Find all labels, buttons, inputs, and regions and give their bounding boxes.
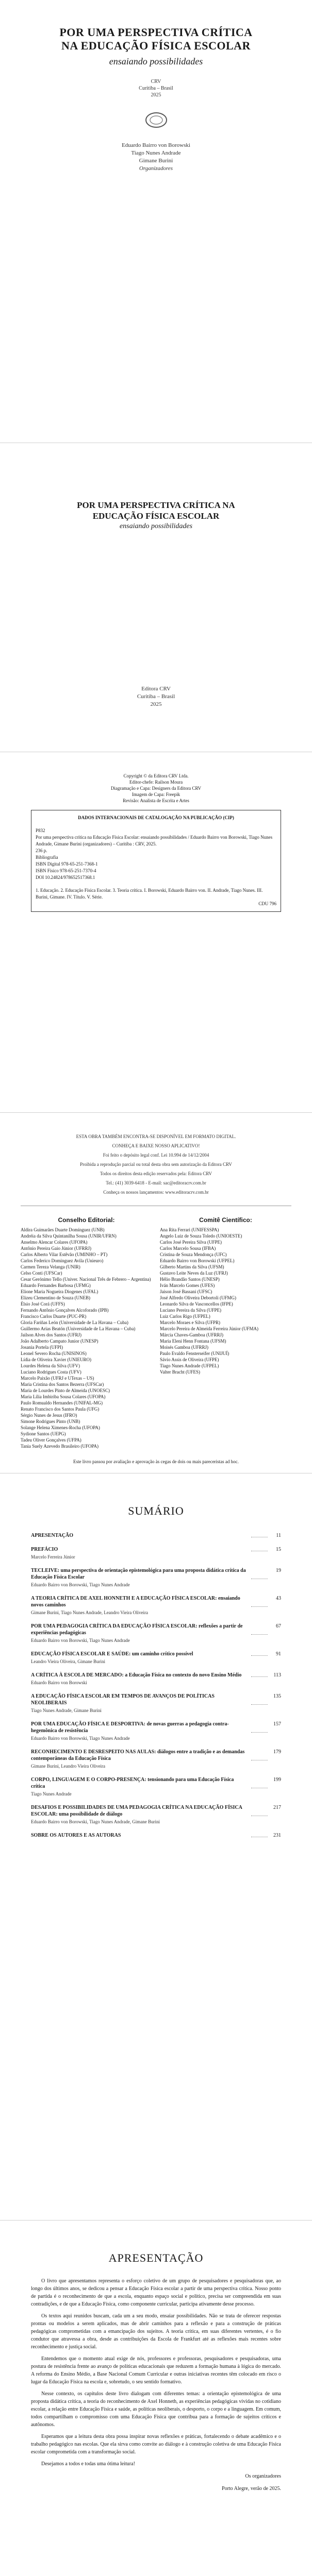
toc-authors: Eduardo Bairro von Borowski, Tiago Nunes Andrade — [31, 1582, 130, 1587]
toc-row — [31, 1595, 281, 1608]
contact-line: Todos os direitos desta edição reservados pela: Editora CRV — [100, 1171, 212, 1176]
toc-page-number: 199 — [273, 1777, 281, 1783]
presentation-paragraph: Esperamos que a leitura desta obra possa inspirar novas reflexões e práticas, fortalecendo o debate acadêmico e o trabalho pedagógico nas escolas. Que ela sirva como convite ao diálogo e à construção coletiva de uma Educação Física escolar comprometida com a transformação social. — [31, 2434, 281, 2455]
toc-entry[interactable] — [31, 1546, 281, 1560]
toc-page-number: 179 — [273, 1749, 281, 1755]
toc-page-number: 157 — [273, 1721, 281, 1727]
toc-leader — [251, 1749, 268, 1760]
contact-line: Conheça os nossos lançamentos: www.editoracrv.com.br — [103, 1190, 209, 1195]
scientific-committee-member: Ana Rita Ferrari (UNIFESSPA) — [160, 1227, 219, 1232]
editorial-council-member: Gloria Fariñas León (Universidade de La Havana – Cuba) — [21, 1320, 128, 1325]
editorial-council-member: Carlos Federico Dominguez Avila (Unieuro) — [21, 1258, 104, 1263]
toc-page-number: 43 — [276, 1596, 281, 1601]
editorial-council-member: Renato Francisco dos Santos Paula (UFG) — [21, 1406, 100, 1412]
editorial-council-member: Elione Maria Nogueira Diogenes (UFAL) — [21, 1289, 98, 1294]
toc-page-number: 135 — [273, 1693, 281, 1699]
toc-row — [31, 1832, 281, 1839]
title-page-imprint — [0, 685, 312, 708]
editorial-council-member: Cesar Gerónimo Tello (Univer. Nacional Três de Febrero – Argentina) — [21, 1277, 151, 1282]
scientific-committee-member: Gilberto Martins da Silva (UFSM) — [160, 1264, 224, 1269]
copyright-page — [0, 752, 312, 1113]
toc-authors: Eduardo Bairro von Borowski, Tiago Nunes Andrade — [31, 1736, 130, 1741]
editorial-council-member: Maria Cristina dos Santos Bezerra (UFSCar) — [21, 1382, 104, 1387]
toc-leader — [251, 1721, 268, 1733]
contact-line: ESTA OBRA TAMBÉM ENCONTRA-SE DISPONÍVEL EM FORMATO DIGITAL. — [76, 1134, 236, 1139]
toc-authors: Eduardo Bairro von Borowski — [31, 1680, 87, 1685]
editorial-council-member: Lídia de Oliveira Xavier (UNIEURO) — [21, 1357, 91, 1362]
presentation-signature: Os organizadores — [245, 2473, 281, 2479]
toc-row — [31, 1672, 281, 1679]
toc-page-number: 11 — [276, 1533, 281, 1538]
toc-authors: Marcelo Ferreira Júnior — [31, 1554, 75, 1560]
toc-row — [31, 1804, 281, 1818]
toc-row — [31, 1721, 281, 1734]
toc-leader — [251, 1651, 268, 1656]
toc-title: RECONHECIMENTO E DESRESPEITO NAS AULAS: diálogos entre a tradição e as demandas contemporâneas da Educação Física — [31, 1749, 245, 1761]
table-of-contents — [31, 1532, 281, 1839]
toc-title: APRESENTAÇÃO — [31, 1533, 74, 1538]
peer-review-note: Este livro passou por avaliação e aprovação às cegas de dois ou mais pareceristas ad hoc. — [73, 1459, 239, 1464]
toc-title: A TEORIA CRÍTICA DE AXEL HONNETH E A EDUCAÇÃO FÍSICA ESCOLAR: ensaiando novos caminhos — [31, 1596, 240, 1608]
scientific-committee-member: Márcia Chaves-Gamboa (UFRRJ) — [160, 1332, 223, 1337]
presentation-body — [31, 2277, 281, 2468]
toc-entry[interactable] — [31, 1693, 281, 1714]
toc-leader — [251, 1832, 268, 1837]
editorial-council — [21, 1216, 152, 1449]
scientific-committee-member: Eduardo Bairro von Borowski (UFPEL) — [160, 1258, 235, 1263]
editors-label: Organizadores — [139, 165, 173, 172]
toc-row — [31, 1532, 281, 1539]
cover-title: POR UMA PERSPECTIVA CRÍTICA NA EDUCAÇÃO FÍSICA ESCOLAR — [59, 26, 253, 52]
toc-authors: Eduardo Bairro von Borowski, Tiago Nunes Andrade, Gimane Burini — [31, 1819, 160, 1824]
editorial-council-member: Eduardo Fernandes Barbosa (UFMG) — [21, 1283, 91, 1288]
editorial-council-member: Anselmo Alencar Colares (UFOPA) — [21, 1240, 88, 1245]
toc-leader — [251, 1546, 268, 1551]
toc-leader — [251, 1595, 268, 1607]
presentation-paragraph: Entendemos que o momento atual exige de nós, professores e professoras, pesquisadores e pesquisadoras, uma postura de resistência frente ao avanço de políticas educacionais que reduzem a formação humana à lógica do mercado. A reforma do Ensino Médio, a Base Nacional Comum Curricular e outras iniciativas recentes têm colocado em risco o lugar da Educação Física na escola e, sobretudo, o seu sentido formativo. — [31, 2356, 281, 2385]
presentation-paragraph: Os textos aqui reunidos buscam, cada um a seu modo, ensaiar possibilidades. Não se trata de oferecer respostas prontas ou modelos a serem aplicados, mas de abrir caminhos para a reflexão e para a construção de práticas pedagógicas comprometidas com a emancipação dos sujeitos. A teoria crítica, em suas diferentes vertentes, é o fio condutor que atravessa a obra, desde as contribuições da Escola de Frankfurt até as reflexões mais recentes sobre reconhecimento e justiça social. — [31, 2313, 281, 2350]
editorial-council-member: Elizeu Clementino de Souza (UNEB) — [21, 1295, 90, 1300]
catalog-cdd: CDU 796 — [258, 901, 276, 906]
toc-row — [31, 1749, 281, 1762]
toc-entry[interactable] — [31, 1776, 281, 1797]
catalog-entry: ISBN Físico 978-65-251-7370-4 — [36, 868, 96, 873]
editorial-council-member: Paulo Romualdo Hernandes (UNIFAL-MG) — [21, 1400, 103, 1405]
scientific-committee-member: Paulo Evaldo Fensterseifer (UNIJUÍ) — [160, 1351, 229, 1356]
catalog-entry: DOI 10.24824/978652517368.1 — [36, 875, 95, 880]
scientific-committee-member: Luciano Pereira da Silva (UFPE) — [160, 1308, 221, 1313]
toc-entry[interactable] — [31, 1595, 281, 1616]
scientific-committee-member: Maria Eleni Henn Fontana (UFSM) — [160, 1338, 226, 1344]
contact-line: Proibida a reprodução parcial ou total desta obra sem autorização da Editora CRV — [80, 1162, 232, 1167]
scientific-committee — [160, 1216, 291, 1449]
cover-subtitle: ensaiando possibilidades — [109, 56, 203, 66]
copyright-line: Diagramação e Capa: Designers da Editora CRV — [110, 786, 202, 791]
scientific-committee-member: Moisés Gamboa (UFRRJ) — [160, 1345, 208, 1350]
toc-authors: Leandro Vieira Oliveira, Gimane Burini — [31, 1659, 105, 1664]
toc-title: A CRÍTICA À ESCOLA DE MERCADO: a Educação Física no contexto do novo Ensino Médio — [31, 1672, 242, 1678]
catalog-box — [31, 810, 281, 912]
editorial-council-member: Sydione Santos (UEPG) — [21, 1431, 66, 1436]
catalog-entry: ISBN Digital 978-65-251-7368-1 — [36, 861, 98, 867]
toc-authors: Gimane Burini, Tiago Nunes Andrade, Leandro Vieira Oliveira — [31, 1610, 148, 1615]
toc-entry[interactable] — [31, 1832, 281, 1839]
toc-title: CORPO, LINGUAGEM E O CORPO-PRESENÇA: tensionando para uma Educação Física crítica — [31, 1777, 234, 1789]
scientific-committee-member: Luiz Carlos Rigo (UFPEL) — [160, 1314, 210, 1319]
editorial-council-member: Leonel Severo Rocha (UNISINOS) — [21, 1351, 87, 1356]
copyright-line: Imagem de Capa: Freepik — [132, 792, 180, 797]
toc-entry[interactable] — [31, 1672, 281, 1686]
toc-leader — [251, 1776, 268, 1788]
cover-meta-line: Curitiba – Brasil — [139, 86, 173, 91]
toc-title: POR UMA EDUCAÇÃO FÍSICA E DESPORTIVA: de novas guerras a pedagogia contra-hegemônica de resistência — [31, 1721, 229, 1734]
publisher-city: Curitiba – Brasil — [137, 693, 175, 700]
editorial-council-member: Jailson Alves dos Santos (UFRJ) — [21, 1332, 82, 1337]
scientific-committee-title: Comitê Científico: — [199, 1216, 252, 1224]
title-page — [0, 443, 312, 752]
presentation-paragraph: Nesse contexto, os capítulos deste livro dialogam com diferentes temas: a orientação epistemológica de uma proposta didática crítica, a teoria do reconhecimento de Axel Honneth, as experiências pedagógicas vividas no cotidiano escolar, a relação entre Educação Física e saúde, as políticas neoliberais, o desporto, o corpo e a linguagem. Em comum, todos compartilham o compromisso com uma Educação Física que contribua para a formação de sujeitos críticos e autônomos. — [31, 2391, 281, 2428]
cover-page — [0, 0, 312, 443]
catalog-entry: 1. Educação. 2. Educação Física Escolar. 3. Teoria crítica. I. Borowski, Eduardo Bairro von. II. Andrade, Tiago Nunes. III. Burini, Gimane. IV. Título. V. Série. — [36, 888, 263, 900]
toc-entry[interactable] — [31, 1749, 281, 1769]
toc-row — [31, 1693, 281, 1706]
copyright-line: Copyright © da Editora CRV Ltda. — [123, 773, 189, 778]
contact-line: CONHEÇA E BAIXE NOSSO APLICATIVO! — [112, 1143, 200, 1148]
toc-page-number: 113 — [273, 1672, 281, 1678]
editorial-council-member: Lourdes Helena da Silva (UFV) — [21, 1363, 80, 1368]
toc-entry[interactable] — [31, 1804, 281, 1825]
toc-entry[interactable] — [31, 1532, 281, 1539]
editorial-council-member: Aldira Guimarães Duarte Domínguez (UNB) — [21, 1227, 105, 1232]
editorial-council-member: Fernando Antônio Gonçalves Alcoforado (IPB) — [21, 1308, 109, 1313]
editorial-council-member: Guillermo Arias Beatón (Universidade de La Havana – Cuba) — [21, 1326, 136, 1331]
scientific-committee-member: Jaison José Bassani (UFSC) — [160, 1289, 212, 1294]
scientific-committee-member: Leonardo Silva de Vasconcellos (IFPE) — [160, 1301, 233, 1307]
toc-leader — [251, 1567, 268, 1579]
editorial-council-member: Élsio José Corá (UFFS) — [21, 1301, 65, 1307]
title-page-subtitle: ensaiando possibilidades — [119, 522, 193, 530]
editor-name: Tiago Nunes Andrade — [131, 150, 181, 156]
toc-title: A EDUCAÇÃO FÍSICA ESCOLAR EM TEMPOS DE AVANÇOS DE POLÍTICAS NEOLIBERAIS — [31, 1693, 215, 1706]
toc-title: EDUCAÇÃO FÍSICA ESCOLAR E SAÚDE: um caminho crítico possível — [31, 1651, 193, 1657]
editorial-council-member: Tania Suely Azevedo Brasileiro (UFOPA) — [21, 1444, 99, 1449]
presentation-paragraph: O livro que apresentamos representa o esforço coletivo de um grupo de pesquisadores e pesquisadoras que, ao longo dos últimos anos, se dedicou a pensar a Educação Física escolar a partir de uma perspectiva crítica. Nosso ponto de partida é o reconhecimento de que a escola, enquanto espaço social e político, precisa ser compreendida em suas contradições, e de que a Educação Física, como componente curricular, participa ativamente desse processo. — [31, 2278, 281, 2307]
catalog-entry: P832 — [36, 828, 45, 833]
toc-title: POR UMA PEDAGOGIA CRÍTICA DA EDUCAÇÃO FÍSICA ESCOLAR: reflexões a partir de experiências pedagógicas — [31, 1623, 243, 1636]
editorial-council-member: Tadeu Oliver Gonçalves (UFPA) — [21, 1437, 81, 1443]
toc-leader — [251, 1623, 268, 1635]
editorial-council-member: Andréia da Silva Quintanilha Sousa (UNIR/UFRN) — [21, 1233, 117, 1239]
scientific-committee-member: Cristina de Souza Mendonça (UFC) — [160, 1252, 227, 1257]
editorial-council-member: Luciano Rodrigues Costa (UFV) — [21, 1369, 81, 1375]
scientific-committee-member: Gustavo Leite Neves da Luz (UFRJ) — [160, 1270, 228, 1276]
publisher-name: Editora CRV — [141, 686, 171, 692]
toc-authors: Eduardo Bairro von Borowski, Tiago Nunes Andrade — [31, 1638, 130, 1643]
councils — [21, 1216, 291, 1449]
toc-row — [31, 1567, 281, 1581]
toc-entry[interactable] — [31, 1721, 281, 1741]
toc-page-number: 15 — [276, 1547, 281, 1552]
toc-row — [31, 1623, 281, 1636]
scientific-committee-member: Hélio Brandão Santos (UNESP) — [160, 1277, 220, 1282]
toc-row — [31, 1651, 281, 1657]
editorial-council-member: Antônio Pereira Gaio Júnior (UFRRJ) — [21, 1246, 91, 1251]
catalog-entry: 236 p. — [36, 848, 47, 853]
editorial-council-member: Marcelo Paixão (UFRJ e UTexas – US) — [21, 1376, 94, 1381]
contact-line: Foi feito o depósito legal conf. Lei 10.994 de 14/12/2004 — [103, 1153, 209, 1158]
editor-name: Eduardo Bairro von Borowski — [122, 142, 190, 148]
toc-entry[interactable] — [31, 1567, 281, 1588]
toc-leader — [251, 1804, 268, 1816]
toc-title: TECLEIVE: uma perspectiva de orientação epistemológica para uma proposta didática crítica da Educação Física Escolar — [31, 1568, 246, 1580]
toc-leader — [251, 1693, 268, 1705]
catalog-entry: Por uma perspectiva crítica na Educação Física Escolar: ensaiando possibilidades / Eduardo Bairro von Borowski, Tiago Nunes Andrade, Gimane Burini (organizadores) – Curitiba : CRV, 2025. — [36, 835, 273, 846]
toc-page-number: 91 — [276, 1651, 281, 1657]
presentation-heading: APRESENTAÇÃO — [108, 2251, 204, 2264]
toc-title: DESAFIOS E POSSIBILIDADES DE UMA PEDAGOGIA CRÍTICA NA EDUCAÇÃO FÍSICA ESCOLAR: uma possibilidade de diálogo — [31, 1805, 242, 1817]
publisher-logo — [141, 110, 172, 130]
presentation-paragraph: Desejamos a todos e todas uma ótima leitura! — [41, 2461, 135, 2467]
catalog-heading: DADOS INTERNACIONAIS DE CATALOGAÇÃO NA PUBLICAÇÃO (CIP) — [78, 815, 234, 820]
scientific-committee-member: José Alfredo Oliveira Debortoli (UFMG) — [160, 1295, 236, 1300]
toc-title: SOBRE OS AUTORES E AS AUTORAS — [31, 1833, 121, 1838]
scientific-committee-member: Valter Bracht (UFES) — [160, 1369, 200, 1375]
title-page-title: POR UMA PERSPECTIVA CRÍTICA NA EDUCAÇÃO FÍSICA ESCOLAR — [77, 500, 235, 521]
scientific-committee-list — [160, 1227, 291, 1375]
copyright-line: Revisão: Analista de Escrita e Artes — [123, 798, 189, 803]
editorial-council-member: Simone Rodrigues Pinto (UNB) — [21, 1419, 80, 1424]
publication-year: 2025 — [150, 701, 162, 707]
summary-page — [0, 1473, 312, 2221]
scientific-committee-member: Carlos José Pereira Silva (UFPE) — [160, 1240, 222, 1245]
summary-heading: SUMÁRIO — [128, 1504, 184, 1517]
scientific-committee-member: Marcelo Moraes e Silva (UFPR) — [160, 1320, 220, 1325]
toc-entry[interactable] — [31, 1651, 281, 1665]
toc-page-number: 217 — [273, 1805, 281, 1810]
scientific-committee-member: Carlos Marcelo Sousa (IFBA) — [160, 1246, 216, 1251]
copyright-line: Editor-chefe: Railson Moura — [129, 779, 183, 785]
cover-editors — [0, 142, 312, 173]
scientific-committee-member: Marcelo Pereira de Almeida Ferreira Júnior (UFMA) — [160, 1326, 258, 1331]
editorial-council-title: Conselho Editorial: — [58, 1216, 115, 1224]
scientific-committee-member: Angelo Luiz de Souza Toledo (UNIOESTE) — [160, 1233, 242, 1239]
toc-authors: Gimane Burini, Leandro Vieira Oliveira — [31, 1764, 105, 1769]
editorial-council-member: Josania Portela (UFPI) — [21, 1345, 63, 1350]
toc-authors: Tiago Nunes Andrade, Gimane Burini — [31, 1708, 102, 1713]
scientific-committee-member: Iván Marcelo Gomes (UFES) — [160, 1283, 215, 1288]
toc-row — [31, 1776, 281, 1790]
toc-page-number: 67 — [276, 1623, 281, 1629]
editorial-council-member: Maria Lília Imbiriba Sousa Colares (UFOPA) — [21, 1394, 106, 1399]
catalog-entry: Bibliografia — [36, 855, 58, 860]
toc-leader — [251, 1672, 268, 1677]
editorial-council-member: Carlos Alberto Vilar Estêvão (UMINHO – PT) — [21, 1252, 108, 1257]
editorial-board-page — [0, 1113, 312, 1473]
toc-page-number: 231 — [273, 1833, 281, 1838]
editorial-council-list — [21, 1227, 152, 1449]
presentation-page — [0, 2221, 312, 2576]
editor-name: Gimane Burini — [139, 158, 173, 164]
cover-meta-line: CRV — [151, 79, 161, 84]
toc-leader — [251, 1532, 268, 1537]
scientific-committee-member: Tiago Nunes Andrade (UFPEL) — [160, 1363, 219, 1368]
toc-entry[interactable] — [31, 1623, 281, 1643]
cover-meta — [0, 78, 312, 98]
presentation-date: Porto Alegre, verão de 2025. — [222, 2486, 281, 2492]
contact-line: Tel.: (41) 3039-6418 - E-mail: sac@editoracrv.com.br — [106, 1180, 206, 1185]
editorial-council-member: Celso Conti (UFSCar) — [21, 1270, 62, 1276]
toc-page-number: 19 — [276, 1568, 281, 1573]
toc-title: PREFÁCIO — [31, 1547, 58, 1552]
publisher-logo-icon — [144, 111, 168, 129]
editorial-council-member: Solange Helena Ximenes-Rocha (UFOPA) — [21, 1425, 100, 1430]
editorial-council-member: Francisco Carlos Duarte (PUC-PR) — [21, 1314, 87, 1319]
editorial-council-member: João Adalberto Campato Junior (UNESP) — [21, 1338, 98, 1344]
cover-meta-line: 2025 — [151, 92, 161, 98]
scientific-committee-member: Sávio Assis de Oliveira (UFPE) — [160, 1357, 219, 1362]
toc-authors: Tiago Nunes Andrade — [31, 1791, 72, 1797]
editorial-council-member: Sérgio Nunes de Jesus (IFRO) — [21, 1413, 77, 1418]
copyright-lines — [31, 773, 281, 804]
editorial-council-member: Maria de Lourdes Pinto de Almeida (UNOESC) — [21, 1388, 110, 1393]
editorial-council-member: Carmen Tereza Velanga (UNIR) — [21, 1264, 80, 1269]
toc-row — [31, 1546, 281, 1553]
